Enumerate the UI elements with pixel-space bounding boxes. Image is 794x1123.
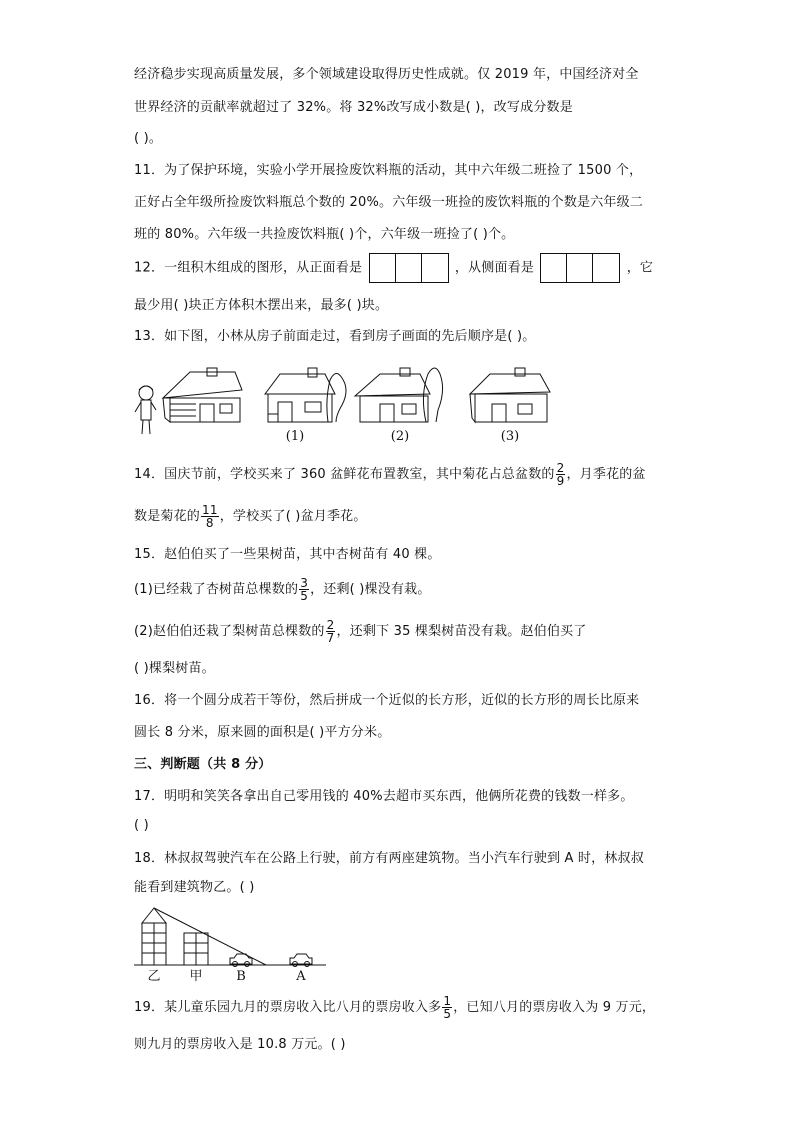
q15-2-text-post: ，还剩下 35 棵梨树苗没有栽。赵伯伯买了 [336, 624, 587, 639]
q16-line-b: 圆长 8 分米，原来圆的面积是( )平方分米。 [134, 725, 391, 740]
q17-line-b: ( ) [134, 818, 149, 833]
line-3: ( )。 [134, 131, 163, 146]
q15-2-text-pre: (2)赵伯伯还栽了梨树苗总棵数的 [134, 624, 325, 639]
house-angled-2 [355, 368, 443, 422]
q19-line-b: 则九月的票房收入是 10.8 万元。( ) [134, 1037, 346, 1052]
fig18-label-jia: 甲 [189, 969, 203, 984]
q14-text-b-post: ，学校买了( )盆月季花。 [219, 509, 367, 524]
q11-line-b: 正好占全年级所捡废饮料瓶总个数的 20%。六年级一班捡的废饮料瓶的个数是六年级二 [134, 195, 644, 210]
q18-line-a: 18．林叔叔驾驶汽车在公路上行驶，前方有两座建筑物。当小汽车行驶到 A 时，林叔叔 [134, 851, 644, 866]
q15-3-line: ( )棵梨树苗。 [134, 661, 215, 676]
q12-line-b: 最少用( )块正方体积木摆出来，最多( )块。 [134, 298, 389, 313]
sight-line [154, 908, 266, 965]
q19-text-a-post: ，已知八月的票房收入为 9 万元， [453, 1000, 656, 1015]
q14-text-a-pre: 14．国庆节前，学校买来了 360 盆鲜花布置教室，其中菊花占总盆数的 [134, 467, 555, 482]
fraction-3-5: $\frac{3}{5}$ [300, 576, 309, 603]
q12-line-a [134, 253, 653, 284]
q14-text-a-post: ，月季花的盆 [566, 467, 646, 482]
q11-line-c: 班的 80%。六年级一共捡废饮料瓶( )个，六年级一班捡了( )个。 [134, 227, 515, 242]
fraction-2-7: $\frac{2}{7}$ [326, 618, 335, 645]
line-1: 经济稳步实现高质量发展，多个领域建设取得历史性成就。仅 2019 年，中国经济对全 [134, 67, 639, 82]
q19-text-a-pre: 19．某儿童乐园九月的票房收入比八月的票房收入多 [134, 1000, 442, 1015]
fig18-label-a: A [296, 969, 306, 984]
q14-text-b-pre: 数是菊花的 [134, 509, 201, 524]
fig13-label-3: (3) [500, 429, 520, 444]
q12-text-pre: 12．一组积木组成的图形，从正面看是 [134, 260, 363, 276]
q15-1-line [134, 575, 431, 605]
q14-line-a [134, 460, 646, 490]
line-2: 世界经济的贡献率就超过了 32%。将 32%改写成小数是( )，改写成分数是 [134, 100, 573, 115]
q12-text-post: ，它 [626, 260, 654, 276]
q15-2-line [134, 617, 586, 647]
fig18-label-b: B [236, 969, 246, 984]
q13-line: 13．如下图，小林从房子前面走过，看到房子画面的先后顺序是( )。 [134, 329, 536, 344]
fraction-2-9: $\frac{2}{9}$ [556, 461, 565, 488]
q15-1-text-pre: (1)已经栽了杏树苗总棵数的 [134, 582, 299, 597]
q12-text-mid: ，从侧面看是 [454, 260, 535, 276]
q14-line-b [134, 502, 367, 532]
q19-line-a [134, 993, 655, 1023]
q15-line: 15．赵伯伯买了一些果树苗，其中杏树苗有 40 棵。 [134, 547, 441, 562]
fig13-label-1: (1) [285, 429, 305, 444]
building-yi [142, 908, 166, 923]
house-view-figure [130, 360, 560, 445]
house-angled-3 [470, 368, 550, 422]
house-front [265, 368, 346, 422]
q18-line-b: 能看到建筑物乙。( ) [134, 880, 255, 895]
fraction-11-8: $\frac{11}{8}$ [202, 503, 218, 530]
q11-line-a: 11．为了保护环境，实验小学开展捡废饮料瓶的活动，其中六年级二班捡了 1500 个， [134, 163, 643, 178]
house-angled-1 [163, 368, 242, 422]
section-3-heading: 三、判断题（共 8 分） [134, 757, 272, 772]
q16-line-a: 16．将一个圆分成若干等份，然后拼成一个近似的长方形，近似的长方形的周长比原来 [134, 693, 640, 708]
buildings-figure [130, 903, 330, 985]
boy-figure [135, 386, 156, 434]
front-view-boxes [369, 253, 449, 283]
side-view-boxes [540, 253, 620, 283]
q15-1-text-post: ，还剩( )棵没有栽。 [310, 582, 431, 597]
q17-line-a: 17．明明和笑笑各拿出自己零用钱的 40%去超市买东西，他俩所花费的钱数一样多。 [134, 789, 634, 804]
fig18-label-yi: 乙 [147, 969, 161, 984]
fraction-1-5: $\frac{1}{5}$ [443, 994, 452, 1021]
fig13-label-2: (2) [390, 429, 410, 444]
